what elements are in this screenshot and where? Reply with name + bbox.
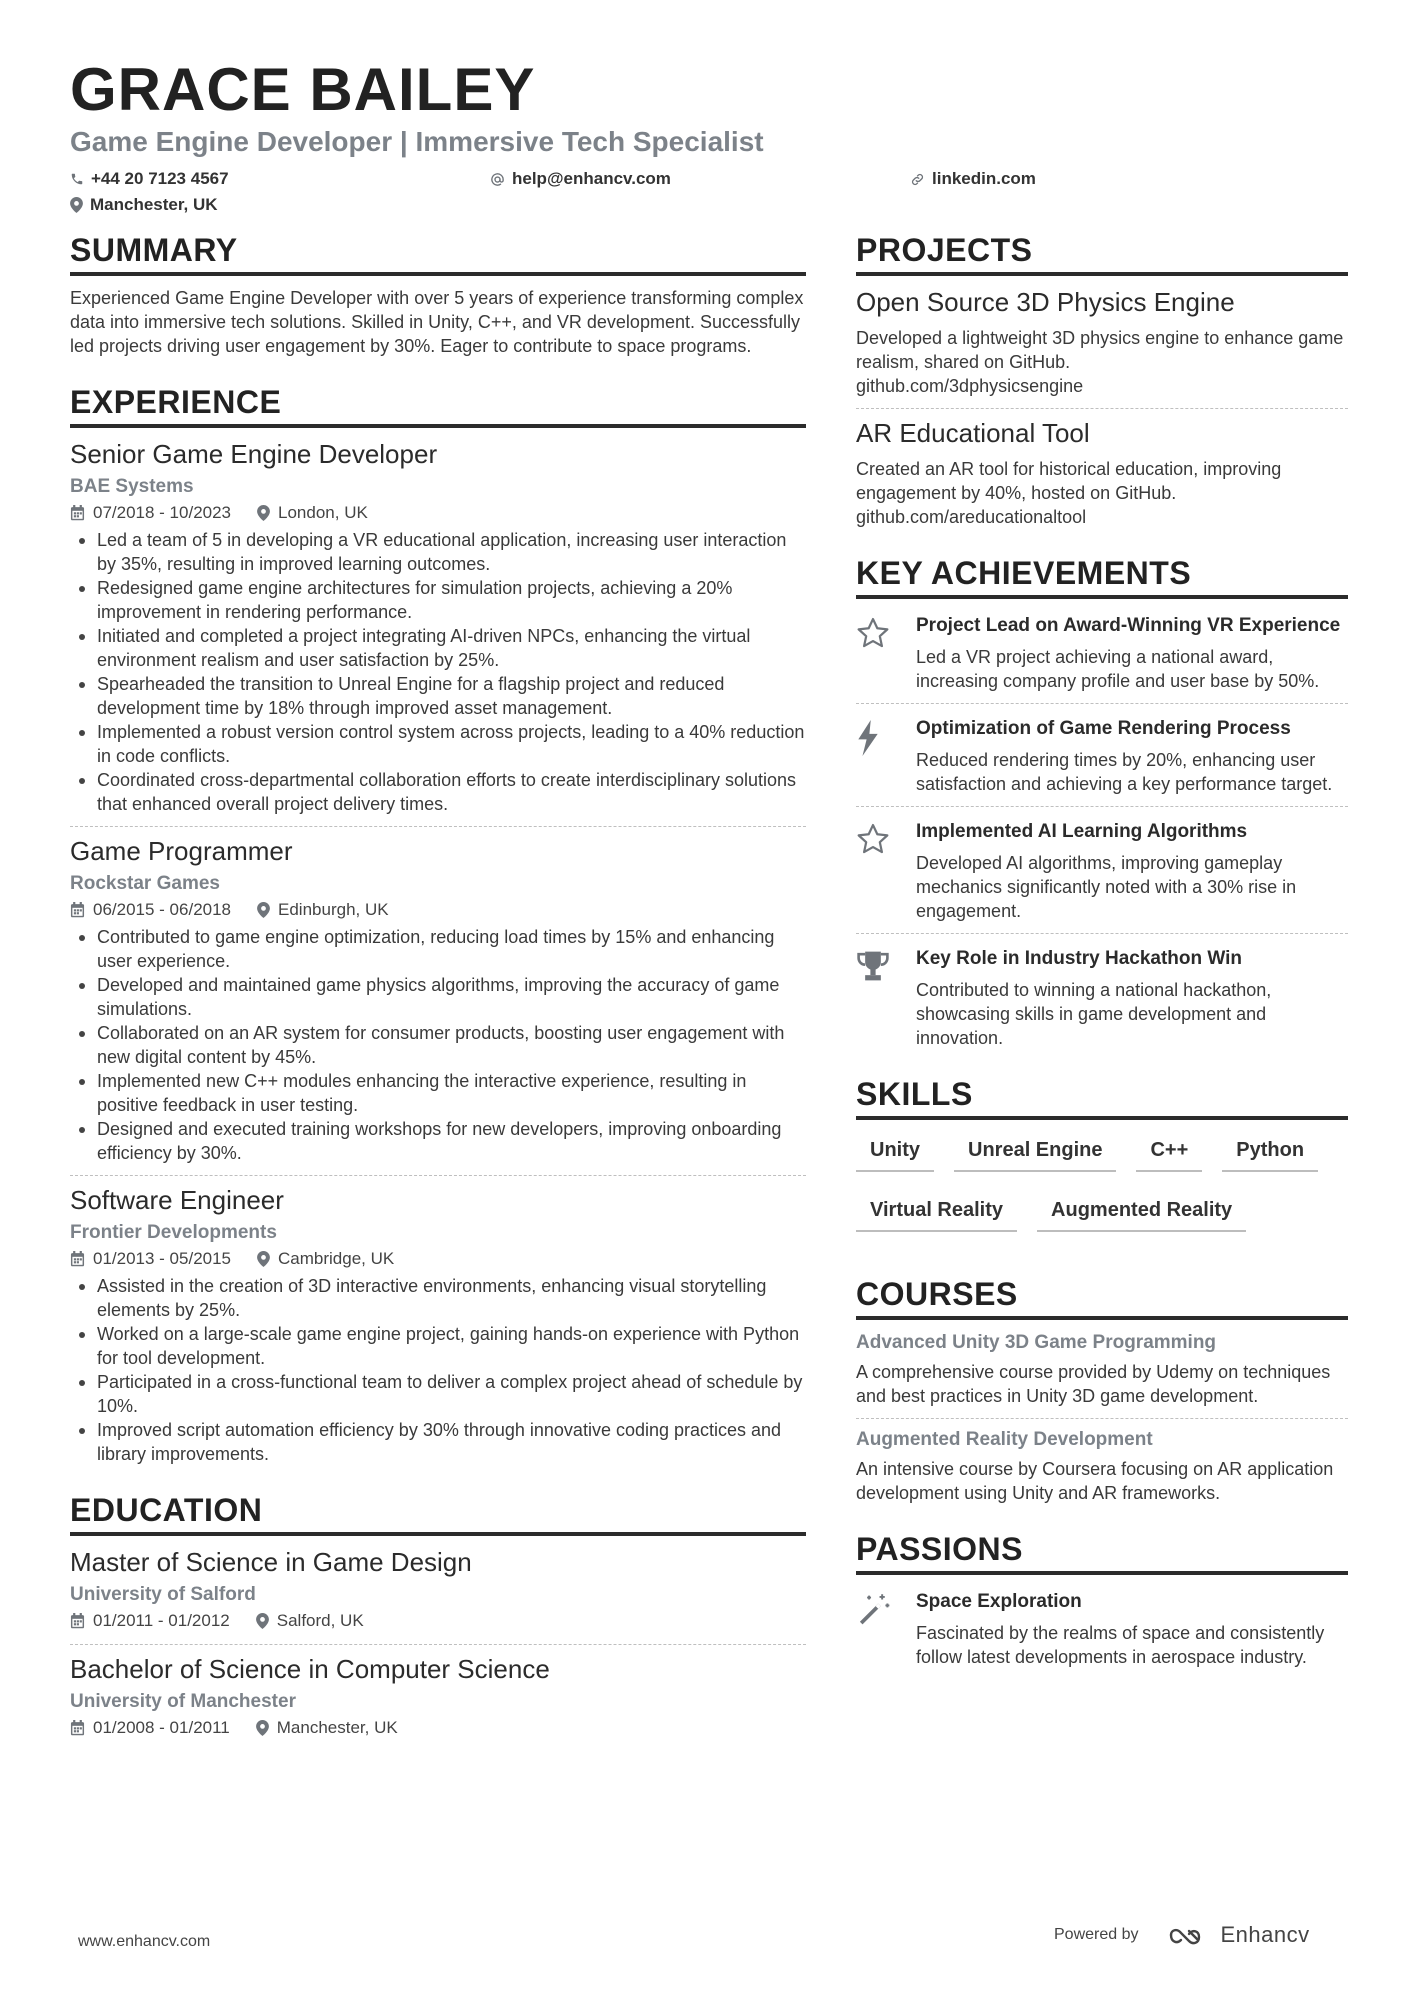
education-dates: 01/2011 - 01/2012 [93,1611,230,1630]
experience-heading: EXPERIENCE [70,384,806,428]
summary-text: Experienced Game Engine Developer with over 5 years of experience transforming complex data into immersive tech solutions. Skilled in Unity, C++, and VR development. Successfully led projects driving user engagement by 30%. Eager to contribute to space programs. [70,288,804,356]
entry-divider [70,1175,806,1176]
magic-wand-icon [856,1593,890,1627]
location-pin-icon [257,505,270,521]
education-meta [70,1608,806,1634]
degree-title: Master of Science in Game Design [70,1547,472,1577]
list-item: Collaborated on an AR system for consumer products, boosting user engagement with new digital content by 45%. [70,1021,806,1069]
project-entry [856,417,1348,529]
job-meta [70,897,806,923]
job-meta [70,1246,806,1272]
list-item: Contributed to game engine optimization, reducing load times by 15% and enhancing user experience. [70,925,806,973]
project-link[interactable]: github.com/areducationaltool [856,507,1087,527]
passion-description: Fascinated by the realms of space and consistently follow latest developments in aerospace industry. [916,1623,1325,1667]
contact-info [70,166,1350,218]
achievements-heading: KEY ACHIEVEMENTS [856,555,1348,599]
location-pin-icon [257,902,270,918]
star-icon [856,617,890,649]
brand-name: Enhancv [1220,1922,1310,1947]
education-heading: EDUCATION [70,1492,806,1536]
location-pin-icon [256,1613,269,1629]
location-pin-icon [70,197,83,213]
list-item: Developed and maintained game physics algorithms, improving the accuracy of game simulations. [70,973,806,1021]
list-item: Redesigned game engine architectures for simulation projects, achieving a 20% improvement in rendering performance. [70,576,806,624]
education-meta [70,1715,806,1741]
experience-section [70,384,806,1466]
company-name: BAE Systems [70,476,194,497]
resume-header [70,58,1350,218]
course-entry [856,1427,1348,1505]
powered-by-label: Powered by [1054,1926,1139,1943]
skills-list [856,1130,1348,1250]
linkedin-contact [910,169,1036,189]
entry-divider [70,826,806,827]
left-column [70,232,806,1767]
achievement-description: Developed AI algorithms, improving gameplay mechanics significantly noted with a 30% rise in engagement. [916,853,1297,921]
right-column [856,232,1348,1695]
education-dates: 01/2008 - 01/2011 [93,1718,230,1737]
linkedin-link[interactable]: linkedin.com [932,169,1036,188]
email-contact [490,169,910,189]
phone-number[interactable]: +44 20 7123 4567 [91,169,229,188]
link-icon [910,172,925,187]
experience-entry [70,1184,806,1466]
projects-section [856,232,1348,529]
footer-website[interactable]: www.enhancv.com [78,1933,211,1950]
location-contact [70,195,218,215]
location-text: Manchester, UK [90,195,218,214]
course-description: A comprehensive course provided by Udemy on techniques and best practices in Unity 3D game development. [856,1362,1331,1406]
list-item: Implemented new C++ modules enhancing the interactive experience, resulting in positive feedback in user testing. [70,1069,806,1117]
course-entry [856,1330,1348,1408]
passions-heading: PASSIONS [856,1531,1348,1575]
project-title: Open Source 3D Physics Engine [856,287,1235,317]
course-description: An intensive course by Coursera focusing on AR application development using Unity and AR frameworks. [856,1459,1334,1503]
list-item: Initiated and completed a project integrating AI-driven NPCs, enhancing the virtual environment realism and user satisfaction by 25%. [70,624,806,672]
achievement-entry [856,712,1348,796]
project-description: Created an AR tool for historical education, improving engagement by 40%, hosted on GitHub. [856,459,1282,503]
course-title: Advanced Unity 3D Game Programming [856,1332,1217,1353]
job-bullets [70,925,806,1165]
courses-section [856,1276,1348,1505]
list-item: Led a team of 5 in developing a VR educational application, increasing user interaction by 35%, resulting in improved learning outcomes. [70,528,806,576]
summary-section [70,232,806,358]
job-bullets [70,528,806,816]
skills-section [856,1076,1348,1250]
list-item: Assisted in the creation of 3D interactive environments, enhancing visual storytelling elements by 25%. [70,1274,806,1322]
achievement-description: Contributed to winning a national hackathon, showcasing skills in game development and innovation. [916,980,1272,1048]
job-title: Senior Game Engine Developer [70,439,438,469]
achievement-title: Implemented AI Learning Algorithms [916,821,1248,842]
project-title: AR Educational Tool [856,418,1090,448]
achievement-description: Led a VR project achieving a national award, increasing company profile and user base by 50%. [916,647,1320,691]
education-entry [70,1653,806,1741]
job-location: Cambridge, UK [278,1249,395,1268]
achievement-description: Reduced rendering times by 20%, enhancing user satisfaction and achieving a key performance target. [916,750,1333,794]
company-name: Frontier Developments [70,1222,277,1243]
job-title: Software Engineer [70,1185,284,1215]
footer-branding [1054,1922,1310,1948]
phone-contact [70,169,490,189]
calendar-icon [70,1251,85,1267]
calendar-icon [70,1613,85,1629]
education-section [70,1492,806,1741]
education-location: Salford, UK [276,1611,364,1630]
at-icon [490,172,505,187]
achievement-title: Key Role in Industry Hackathon Win [916,948,1243,969]
passion-title: Space Exploration [916,1591,1082,1612]
project-entry [856,286,1348,398]
list-item: Designed and executed training workshops for new developers, improving onboarding efficiency by 30%. [70,1117,806,1165]
list-item: Participated in a cross-functional team to deliver a complex project ahead of schedule by 10%. [70,1370,806,1418]
candidate-title: Game Engine Developer | Immersive Tech Specialist [70,126,764,157]
job-location: Edinburgh, UK [278,900,389,919]
star-icon [856,823,890,855]
course-title: Augmented Reality Development [856,1429,1153,1450]
entry-divider [856,1418,1348,1419]
project-description: Developed a lightweight 3D physics engine to enhance game realism, shared on GitHub. [856,328,1344,372]
list-item: Implemented a robust version control system across projects, leading to a 40% reduction in code conflicts. [70,720,806,768]
skill-tag: Unreal Engine [954,1130,1116,1172]
degree-title: Bachelor of Science in Computer Science [70,1654,550,1684]
skill-tag: Unity [856,1130,934,1172]
achievement-entry [856,815,1348,923]
location-pin-icon [257,1251,270,1267]
skills-heading: SKILLS [856,1076,1348,1120]
achievement-title: Project Lead on Award-Winning VR Experience [916,615,1341,636]
job-bullets [70,1274,806,1466]
job-dates: 01/2013 - 05/2015 [93,1249,232,1268]
company-name: Rockstar Games [70,873,220,894]
calendar-icon [70,902,85,918]
list-item: Coordinated cross-departmental collaboration efforts to create interdisciplinary solutions that enhanced overall project delivery times. [70,768,806,816]
job-title: Game Programmer [70,836,293,866]
achievement-entry [856,942,1348,1050]
experience-entry [70,835,806,1165]
calendar-icon [70,1720,85,1736]
summary-heading: SUMMARY [70,232,806,276]
job-meta [70,500,806,526]
enhancv-logo-icon [1167,1923,1213,1947]
skill-tag: Virtual Reality [856,1190,1017,1232]
job-dates: 06/2015 - 06/2018 [93,900,232,919]
courses-heading: COURSES [856,1276,1348,1320]
entry-divider [70,1644,806,1645]
email-address[interactable]: help@enhancv.com [512,169,671,188]
passion-entry [856,1585,1348,1669]
entry-divider [856,806,1348,807]
skill-tag: Augmented Reality [1037,1190,1246,1232]
experience-entry [70,438,806,816]
entry-divider [856,933,1348,934]
entry-divider [856,703,1348,704]
list-item: Worked on a large-scale game engine project, gaining hands-on experience with Python for tool development. [70,1322,806,1370]
job-dates: 07/2018 - 10/2023 [93,503,232,522]
achievements-section [856,555,1348,1050]
calendar-icon [70,505,85,521]
achievement-title: Optimization of Game Rendering Process [916,718,1291,739]
entry-divider [856,408,1348,409]
trophy-icon [856,950,890,982]
list-item: Improved script automation efficiency by 30% through innovative coding practices and library improvements. [70,1418,806,1466]
achievement-entry [856,609,1348,693]
school-name: University of Manchester [70,1691,296,1712]
location-pin-icon [256,1720,269,1736]
passions-section [856,1531,1348,1669]
list-item: Spearheaded the transition to Unreal Engine for a flagship project and reduced development time by 18% through improved asset management. [70,672,806,720]
education-location: Manchester, UK [276,1718,398,1737]
lightning-icon [856,720,880,756]
project-link[interactable]: github.com/3dphysicsengine [856,376,1084,396]
school-name: University of Salford [70,1584,256,1605]
skill-tag: C++ [1136,1130,1202,1172]
education-entry [70,1546,806,1634]
candidate-name: GRACE BAILEY [70,56,536,123]
skill-tag: Python [1222,1130,1318,1172]
phone-icon [70,172,84,186]
projects-heading: PROJECTS [856,232,1348,276]
job-location: London, UK [278,503,368,522]
